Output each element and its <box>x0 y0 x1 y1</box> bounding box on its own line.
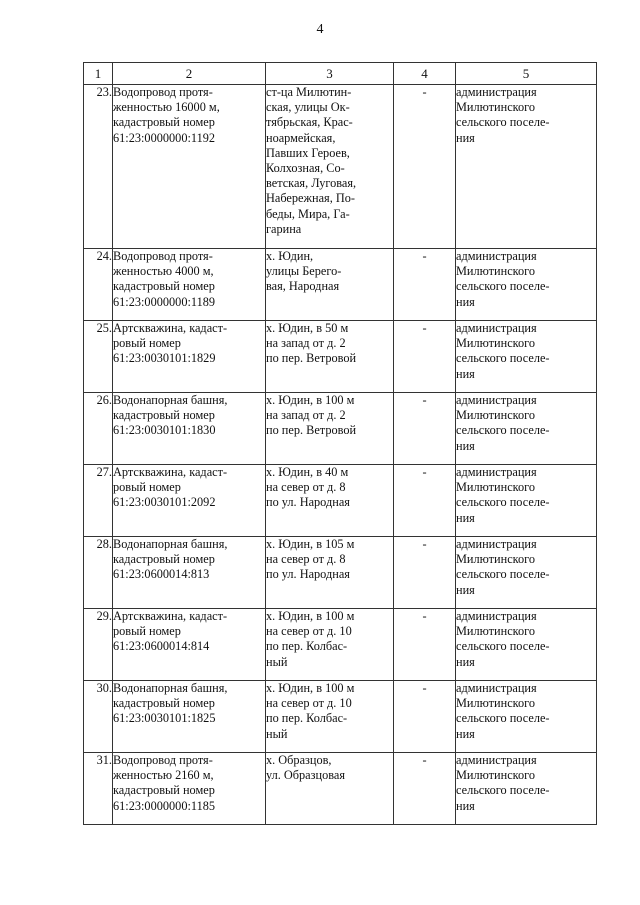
object-name-cell <box>113 753 266 825</box>
column-4-value: - <box>394 85 456 249</box>
object-address-line: Набережная, По- <box>266 191 355 206</box>
object-address-cell <box>266 609 394 681</box>
row-number: 23. <box>84 85 113 249</box>
object-address-line: ноармейская, <box>266 130 336 145</box>
owner-line: сельского поселе- <box>456 351 550 366</box>
object-address-line: х. Юдин, в 100 м <box>266 609 355 623</box>
object-name-line: 61:23:0000000:1185 <box>113 798 216 813</box>
header-cell: 1 <box>84 63 113 85</box>
table-row <box>84 393 597 465</box>
object-name-line: женностью 16000 м, <box>113 100 220 115</box>
object-address-line: на север от д. 10 <box>266 696 352 711</box>
owner-cell <box>456 85 597 249</box>
property-registry-table <box>83 62 597 825</box>
object-name-cell <box>113 681 266 753</box>
owner-cell <box>456 537 597 609</box>
table-row <box>84 753 597 825</box>
object-name-line: 61:23:0600014:814 <box>113 639 210 654</box>
owner-cell <box>456 393 597 465</box>
owner-line: администрация <box>456 609 537 623</box>
owner-line: ния <box>456 366 475 381</box>
object-address-line: на север от д. 10 <box>266 624 352 639</box>
column-4-value: - <box>394 393 456 465</box>
object-name-line: Водопровод протя- <box>113 85 213 99</box>
table-row <box>84 609 597 681</box>
object-address-line: х. Юдин, в 100 м <box>266 393 355 407</box>
object-address-line: на запад от д. 2 <box>266 408 346 423</box>
object-address-line: по пер. Колбас- <box>266 639 348 654</box>
owner-line: ния <box>456 130 475 145</box>
owner-cell <box>456 609 597 681</box>
owner-line: Милютинского <box>456 768 536 783</box>
object-address-line: Павших Героев, <box>266 145 350 160</box>
table-row <box>84 537 597 609</box>
owner-line: администрация <box>456 681 537 695</box>
owner-cell <box>456 681 597 753</box>
object-address-line: на запад от д. 2 <box>266 336 346 351</box>
object-name-line: Водонапорная башня, <box>113 393 228 407</box>
object-address-cell <box>266 249 394 321</box>
object-address-cell <box>266 465 394 537</box>
object-name-line: ровый номер <box>113 336 181 351</box>
owner-line: сельского поселе- <box>456 115 550 130</box>
object-name-line: 61:23:0000000:1192 <box>113 130 216 145</box>
object-name-line: ровый номер <box>113 624 181 639</box>
owner-line: Милютинского <box>456 408 536 423</box>
object-address-line: х. Юдин, в 40 м <box>266 465 349 479</box>
row-number: 29. <box>84 609 113 681</box>
object-name-line: кадастровый номер <box>113 783 215 798</box>
row-number: 24. <box>84 249 113 321</box>
column-4-value: - <box>394 321 456 393</box>
owner-line: ния <box>456 798 475 813</box>
owner-line: Милютинского <box>456 552 536 567</box>
object-address-cell <box>266 321 394 393</box>
object-name-line: 61:23:0030101:1830 <box>113 423 216 438</box>
object-address-line: Колхозная, Со- <box>266 161 345 176</box>
owner-line: администрация <box>456 753 537 767</box>
owner-line: администрация <box>456 321 537 335</box>
object-name-line: Артскважина, кадаст- <box>113 321 228 335</box>
owner-line: ния <box>456 726 475 741</box>
object-address-line: ул. Образцовая <box>266 768 345 783</box>
object-address-cell <box>266 393 394 465</box>
object-name-cell <box>113 609 266 681</box>
object-name-line: Водопровод протя- <box>113 753 213 767</box>
object-address-line: х. Образцов, <box>266 753 332 767</box>
object-address-line: улицы Берего- <box>266 264 342 279</box>
owner-line: администрация <box>456 537 537 551</box>
object-name-line: женностью 4000 м, <box>113 264 214 279</box>
owner-line: ния <box>456 654 475 669</box>
object-address-line: на север от д. 8 <box>266 480 346 495</box>
table-row <box>84 249 597 321</box>
object-name-line: Артскважина, кадаст- <box>113 609 228 623</box>
object-address-cell <box>266 753 394 825</box>
owner-line: администрация <box>456 85 537 99</box>
column-4-value: - <box>394 681 456 753</box>
object-address-cell <box>266 681 394 753</box>
table-row <box>84 321 597 393</box>
object-address-line: гарина <box>266 221 302 236</box>
object-address-line: ст-ца Милютин- <box>266 85 352 99</box>
owner-line: сельского поселе- <box>456 639 550 654</box>
table-row <box>84 85 597 249</box>
owner-line: Милютинского <box>456 696 536 711</box>
owner-line: сельского поселе- <box>456 711 550 726</box>
object-address-line: беды, Мира, Га- <box>266 206 350 221</box>
object-name-line: Водонапорная башня, <box>113 681 228 695</box>
object-name-cell <box>113 249 266 321</box>
object-name-line: кадастровый номер <box>113 696 215 711</box>
object-name-cell <box>113 537 266 609</box>
page-number: 4 <box>316 22 324 37</box>
object-name-cell <box>113 321 266 393</box>
header-cell: 4 <box>394 63 456 85</box>
owner-cell <box>456 753 597 825</box>
object-address-line: по пер. Ветровой <box>266 423 357 438</box>
object-address-line: тябрьская, Крас- <box>266 115 353 130</box>
header-cell: 2 <box>113 63 266 85</box>
table-row <box>84 465 597 537</box>
object-name-line: Водонапорная башня, <box>113 537 228 551</box>
object-address-line: вая, Народная <box>266 279 340 294</box>
object-name-cell <box>113 85 266 249</box>
row-number: 27. <box>84 465 113 537</box>
object-address-line: по ул. Народная <box>266 495 350 510</box>
owner-line: администрация <box>456 249 537 263</box>
owner-line: администрация <box>456 465 537 479</box>
owner-cell <box>456 321 597 393</box>
object-address-line: х. Юдин, <box>266 249 314 263</box>
object-name-line: Артскважина, кадаст- <box>113 465 228 479</box>
header-cell: 3 <box>266 63 394 85</box>
object-name-line: женностью 2160 м, <box>113 768 214 783</box>
owner-line: администрация <box>456 393 537 407</box>
column-4-value: - <box>394 249 456 321</box>
object-address-line: ный <box>266 654 288 669</box>
object-address-line: ветская, Луговая, <box>266 176 357 191</box>
column-4-value: - <box>394 465 456 537</box>
table-row <box>84 681 597 753</box>
owner-line: сельского поселе- <box>456 279 550 294</box>
table-body <box>84 85 597 825</box>
object-address-line: ская, улицы Ок- <box>266 100 350 115</box>
object-name-line: ровый номер <box>113 480 181 495</box>
owner-line: ния <box>456 294 475 309</box>
object-address-line: на север от д. 8 <box>266 552 346 567</box>
object-name-line: 61:23:0000000:1189 <box>113 294 216 309</box>
object-name-line: 61:23:0600014:813 <box>113 567 210 582</box>
object-address-line: х. Юдин, в 100 м <box>266 681 355 695</box>
owner-cell <box>456 465 597 537</box>
object-name-line: кадастровый номер <box>113 552 215 567</box>
column-4-value: - <box>394 537 456 609</box>
object-address-line: по пер. Колбас- <box>266 711 348 726</box>
owner-line: Милютинского <box>456 624 536 639</box>
object-address-line: по ул. Народная <box>266 567 350 582</box>
object-name-line: 61:23:0030101:1829 <box>113 351 216 366</box>
object-name-line: кадастровый номер <box>113 115 215 130</box>
owner-line: ния <box>456 510 475 525</box>
row-number: 25. <box>84 321 113 393</box>
owner-line: Милютинского <box>456 100 536 115</box>
object-address-line: по пер. Ветровой <box>266 351 357 366</box>
object-name-cell <box>113 465 266 537</box>
owner-cell <box>456 249 597 321</box>
object-address-line: х. Юдин, в 50 м <box>266 321 349 335</box>
table-header-row <box>84 63 597 85</box>
row-number: 30. <box>84 681 113 753</box>
row-number: 31. <box>84 753 113 825</box>
owner-line: Милютинского <box>456 480 536 495</box>
object-address-cell <box>266 537 394 609</box>
object-address-line: ный <box>266 726 288 741</box>
object-name-line: 61:23:0030101:2092 <box>113 495 216 510</box>
owner-line: сельского поселе- <box>456 423 550 438</box>
owner-line: ния <box>456 582 475 597</box>
object-name-line: 61:23:0030101:1825 <box>113 711 216 726</box>
column-4-value: - <box>394 609 456 681</box>
owner-line: сельского поселе- <box>456 783 550 798</box>
owner-line: ния <box>456 438 475 453</box>
owner-line: сельского поселе- <box>456 567 550 582</box>
object-name-cell <box>113 393 266 465</box>
row-number: 26. <box>84 393 113 465</box>
object-name-line: Водопровод протя- <box>113 249 213 263</box>
owner-line: Милютинского <box>456 264 536 279</box>
object-address-line: х. Юдин, в 105 м <box>266 537 355 551</box>
owner-line: сельского поселе- <box>456 495 550 510</box>
object-name-line: кадастровый номер <box>113 408 215 423</box>
object-name-line: кадастровый номер <box>113 279 215 294</box>
column-4-value: - <box>394 753 456 825</box>
row-number: 28. <box>84 537 113 609</box>
object-address-cell <box>266 85 394 249</box>
owner-line: Милютинского <box>456 336 536 351</box>
header-cell: 5 <box>456 63 597 85</box>
